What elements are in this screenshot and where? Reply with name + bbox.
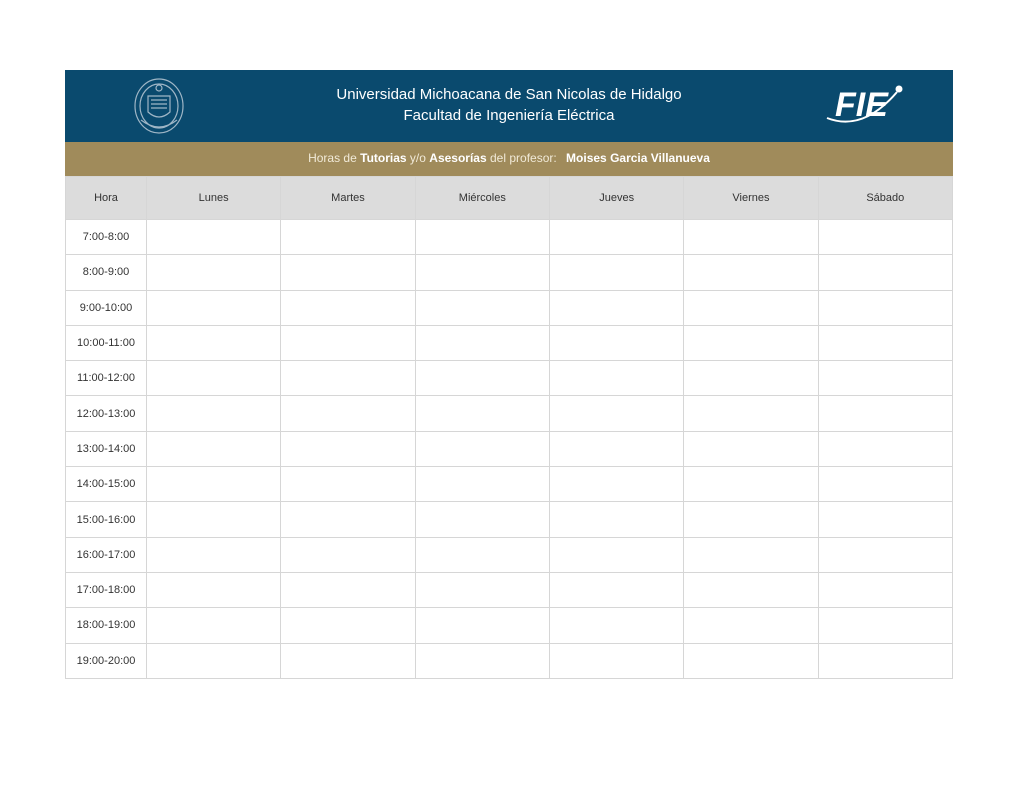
time-slot-label: 10:00-11:00 — [66, 325, 147, 360]
schedule-cell-sabado[interactable] — [818, 361, 952, 396]
time-slot-label: 14:00-15:00 — [66, 467, 147, 502]
table-row — [66, 431, 953, 466]
time-slot-label: 7:00-8:00 — [66, 220, 147, 255]
faculty-name: Facultad de Ingeniería Eléctrica — [403, 107, 615, 124]
column-header-hora: Hora — [66, 177, 147, 220]
table-header-row — [66, 177, 953, 220]
column-header-martes: Martes — [281, 177, 415, 220]
schedule-cell-sabado[interactable] — [818, 290, 952, 325]
schedule-cell-lunes[interactable] — [147, 220, 281, 255]
header-banner — [65, 70, 953, 142]
professor-name: Moises Garcia Villanueva — [566, 151, 710, 165]
schedule-cell-viernes[interactable] — [684, 467, 818, 502]
schedule-cell-sabado[interactable] — [818, 431, 952, 466]
subtitle-suffix: del profesor: — [490, 151, 557, 165]
header-titles — [65, 84, 953, 126]
schedule-cell-lunes[interactable] — [147, 502, 281, 537]
subtitle-tutorias: Tutorias — [360, 151, 407, 165]
schedule-cell-lunes[interactable] — [147, 255, 281, 290]
table-row — [66, 502, 953, 537]
time-slot-label: 12:00-13:00 — [66, 396, 147, 431]
schedule-sheet — [65, 70, 953, 679]
schedule-cell-miercoles[interactable] — [415, 608, 549, 643]
fie-logo-text: FIE — [835, 86, 888, 124]
schedule-cell-jueves[interactable] — [549, 220, 683, 255]
schedule-cell-jueves[interactable] — [549, 290, 683, 325]
schedule-cell-viernes[interactable] — [684, 361, 818, 396]
schedule-cell-jueves[interactable] — [549, 325, 683, 360]
schedule-cell-sabado[interactable] — [818, 255, 952, 290]
time-slot-label: 13:00-14:00 — [66, 431, 147, 466]
schedule-cell-lunes[interactable] — [147, 467, 281, 502]
schedule-cell-lunes[interactable] — [147, 290, 281, 325]
schedule-cell-sabado[interactable] — [818, 220, 952, 255]
column-header-lunes: Lunes — [147, 177, 281, 220]
schedule-cell-martes[interactable] — [281, 643, 415, 678]
subtitle-prefix: Horas de — [308, 151, 357, 165]
schedule-cell-lunes[interactable] — [147, 643, 281, 678]
table-row — [66, 220, 953, 255]
time-slot-label: 19:00-20:00 — [66, 643, 147, 678]
schedule-cell-jueves[interactable] — [549, 396, 683, 431]
schedule-cell-viernes[interactable] — [684, 396, 818, 431]
schedule-cell-jueves[interactable] — [549, 608, 683, 643]
time-slot-label: 18:00-19:00 — [66, 608, 147, 643]
schedule-cell-miercoles[interactable] — [415, 643, 549, 678]
column-header-viernes: Viernes — [684, 177, 818, 220]
table-row — [66, 325, 953, 360]
time-slot-label: 15:00-16:00 — [66, 502, 147, 537]
schedule-cell-jueves[interactable] — [549, 572, 683, 607]
table-row — [66, 467, 953, 502]
schedule-cell-sabado[interactable] — [818, 396, 952, 431]
schedule-cell-sabado[interactable] — [818, 643, 952, 678]
schedule-cell-miercoles[interactable] — [415, 572, 549, 607]
subtitle-connector: y/o — [409, 151, 426, 165]
schedule-cell-lunes[interactable] — [147, 608, 281, 643]
schedule-body — [66, 220, 953, 679]
schedule-cell-lunes[interactable] — [147, 325, 281, 360]
time-slot-label: 17:00-18:00 — [66, 572, 147, 607]
schedule-cell-sabado[interactable] — [818, 572, 952, 607]
column-header-jueves: Jueves — [549, 177, 683, 220]
schedule-cell-jueves[interactable] — [549, 537, 683, 572]
schedule-cell-martes[interactable] — [281, 255, 415, 290]
schedule-cell-lunes[interactable] — [147, 361, 281, 396]
schedule-cell-martes[interactable] — [281, 325, 415, 360]
schedule-cell-miercoles[interactable] — [415, 467, 549, 502]
time-slot-label: 9:00-10:00 — [66, 290, 147, 325]
schedule-cell-sabado[interactable] — [818, 502, 952, 537]
time-slot-label: 16:00-17:00 — [66, 537, 147, 572]
schedule-cell-sabado[interactable] — [818, 608, 952, 643]
column-header-miercoles: Miércoles — [415, 177, 549, 220]
table-row — [66, 361, 953, 396]
schedule-cell-viernes[interactable] — [684, 431, 818, 466]
table-row — [66, 396, 953, 431]
schedule-cell-jueves[interactable] — [549, 255, 683, 290]
schedule-cell-miercoles[interactable] — [415, 255, 549, 290]
schedule-cell-miercoles[interactable] — [415, 290, 549, 325]
schedule-cell-miercoles[interactable] — [415, 537, 549, 572]
schedule-cell-viernes[interactable] — [684, 537, 818, 572]
schedule-cell-martes[interactable] — [281, 431, 415, 466]
schedule-cell-jueves[interactable] — [549, 361, 683, 396]
schedule-table — [65, 176, 953, 679]
schedule-cell-lunes[interactable] — [147, 572, 281, 607]
schedule-cell-sabado[interactable] — [818, 467, 952, 502]
time-slot-label: 11:00-12:00 — [66, 361, 147, 396]
table-row — [66, 572, 953, 607]
schedule-cell-martes[interactable] — [281, 572, 415, 607]
schedule-cell-lunes[interactable] — [147, 396, 281, 431]
schedule-cell-miercoles[interactable] — [415, 325, 549, 360]
schedule-cell-miercoles[interactable] — [415, 396, 549, 431]
university-name: Universidad Michoacana de San Nicolas de Hidalgo — [336, 86, 682, 103]
schedule-cell-miercoles[interactable] — [415, 220, 549, 255]
table-row — [66, 255, 953, 290]
table-row — [66, 537, 953, 572]
schedule-cell-sabado[interactable] — [818, 325, 952, 360]
schedule-cell-viernes[interactable] — [684, 572, 818, 607]
schedule-cell-martes[interactable] — [281, 608, 415, 643]
schedule-cell-jueves[interactable] — [549, 643, 683, 678]
schedule-cell-jueves[interactable] — [549, 431, 683, 466]
schedule-cell-miercoles[interactable] — [415, 502, 549, 537]
schedule-cell-martes[interactable] — [281, 220, 415, 255]
schedule-cell-martes[interactable] — [281, 361, 415, 396]
schedule-cell-martes[interactable] — [281, 502, 415, 537]
schedule-cell-sabado[interactable] — [818, 537, 952, 572]
column-header-sabado: Sábado — [818, 177, 952, 220]
schedule-cell-martes[interactable] — [281, 290, 415, 325]
subtitle-bar — [65, 142, 953, 176]
schedule-cell-lunes[interactable] — [147, 431, 281, 466]
schedule-cell-viernes[interactable] — [684, 255, 818, 290]
schedule-cell-martes[interactable] — [281, 396, 415, 431]
schedule-cell-viernes[interactable] — [684, 290, 818, 325]
table-row — [66, 290, 953, 325]
fie-logo — [823, 80, 905, 130]
schedule-cell-miercoles[interactable] — [415, 431, 549, 466]
schedule-cell-martes[interactable] — [281, 467, 415, 502]
subtitle-asesorias: Asesorías — [429, 151, 487, 165]
schedule-cell-jueves[interactable] — [549, 467, 683, 502]
schedule-cell-lunes[interactable] — [147, 537, 281, 572]
table-row — [66, 643, 953, 678]
schedule-cell-jueves[interactable] — [549, 502, 683, 537]
schedule-cell-viernes[interactable] — [684, 220, 818, 255]
schedule-cell-miercoles[interactable] — [415, 361, 549, 396]
time-slot-label: 8:00-9:00 — [66, 255, 147, 290]
schedule-cell-viernes[interactable] — [684, 643, 818, 678]
schedule-cell-viernes[interactable] — [684, 502, 818, 537]
schedule-cell-viernes[interactable] — [684, 608, 818, 643]
schedule-cell-viernes[interactable] — [684, 325, 818, 360]
schedule-cell-martes[interactable] — [281, 537, 415, 572]
table-row — [66, 608, 953, 643]
